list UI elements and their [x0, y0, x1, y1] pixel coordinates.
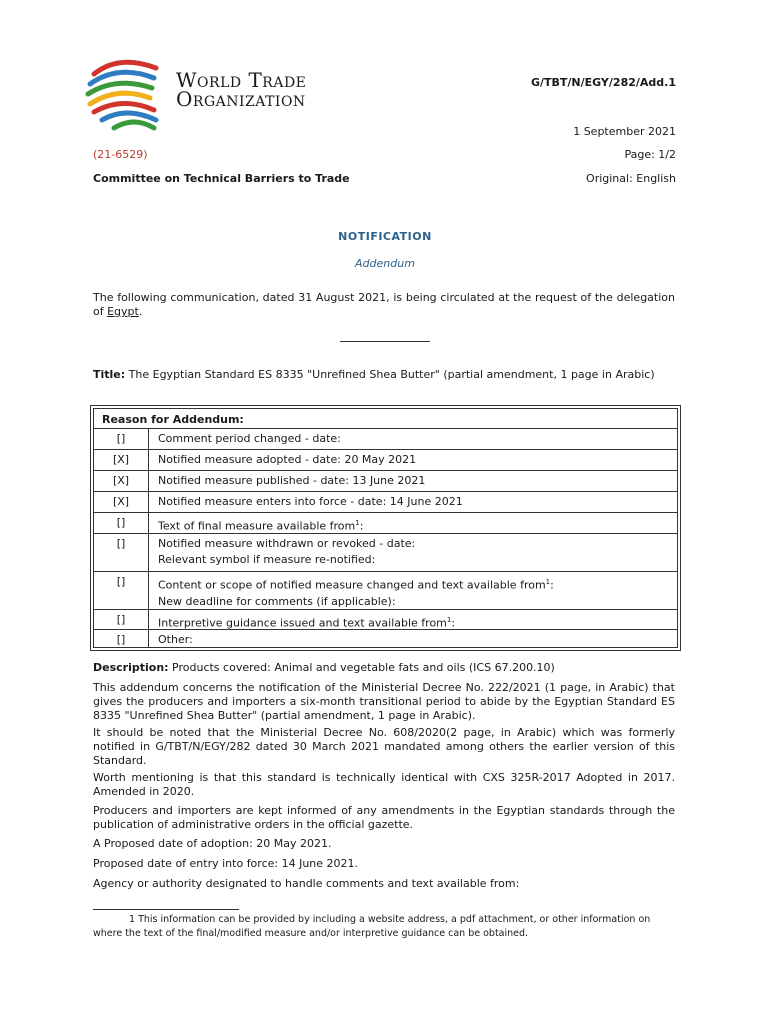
- footnote-number: 1: [129, 914, 136, 925]
- footnote-text: This information can be provided by including a website address, a pdf attachment, or other information on where the text of the final/modified measure and/or interpretive guidance can be obtained.: [93, 914, 651, 939]
- description-paragraph-1: This addendum concerns the notification of the Ministerial Decree No. 222/2021 (1 page, in Arabic) that gives the producers and importers a six-month transitional period to abide by the Egyptian Standard ES 8335 "Unrefined Shea Butter" (partial amendment, 1 page in Arabic).: [93, 681, 675, 722]
- committee-name: Committee on Technical Barriers to Trade: [93, 172, 350, 185]
- checkbox-mark: [X]: [112, 495, 130, 508]
- row-text: Notified measure adopted - date: 20 May 2021: [158, 453, 417, 466]
- document-symbol: G/TBT/N/EGY/282/Add.1: [530, 76, 676, 89]
- row-text: Notified measure published - date: 13 June 2021: [158, 474, 426, 487]
- wto-logo: [84, 56, 344, 132]
- intro-paragraph: [93, 291, 675, 319]
- page-indicator: Page: 1/2: [624, 148, 676, 161]
- wto-emblem-icon: [84, 56, 164, 132]
- description-paragraph-2: It should be noted that the Ministerial Decree No. 608/2020(2 page, in Arabic) which was formerly notified in G/TBT/N/EGY/282 dated 30 March 2021 mandated among others the earlier version of this Standard.: [93, 726, 675, 767]
- notification-heading: NOTIFICATION: [338, 230, 432, 243]
- checkbox-mark: []: [116, 432, 126, 445]
- addendum-subheading: Addendum: [355, 257, 415, 270]
- table-row: [94, 470, 677, 491]
- description-products: Description: Products covered: Animal and vegetable fats and oils (ICS 67.200.10): [93, 661, 555, 674]
- org-name: [176, 68, 307, 111]
- description-paragraph-3: Worth mentioning is that this standard is technically identical with CXS 325R-2017 Adopted in 2017. Amended in 2020.: [93, 771, 675, 798]
- org-name-line1: World Trade: [176, 68, 307, 92]
- original-language: Original: English: [586, 172, 676, 185]
- document-number: (21-6529): [93, 148, 148, 161]
- checkbox-mark: [X]: [112, 474, 130, 487]
- table-row: [94, 571, 677, 609]
- row-text: Other:: [158, 633, 193, 646]
- table-row: [94, 428, 677, 449]
- table-row: [94, 629, 677, 648]
- description-label: Description:: [93, 661, 169, 674]
- row-text: Notified measure enters into force - date: 14 June 2021: [158, 495, 463, 508]
- row-text: Interpretive guidance issued and text available from$^1$:: [158, 616, 456, 630]
- table-row: [94, 491, 677, 512]
- table-row: [94, 609, 677, 630]
- description-paragraph-7: Agency or authority designated to handle comments and text available from:: [93, 877, 520, 890]
- footnote-rule: [93, 909, 239, 910]
- description-paragraph-6: Proposed date of entry into force: 14 June 2021.: [93, 857, 359, 870]
- description-paragraph-4: Producers and importers are kept informed of any amendments in the Egyptian standards through the publication of administrative orders in the official gazette.: [93, 804, 675, 831]
- intro-end: .: [138, 305, 143, 318]
- checkbox-mark: []: [116, 537, 126, 550]
- checkbox-mark: []: [116, 516, 126, 529]
- checkbox-mark: []: [116, 613, 126, 626]
- description-paragraph-5: A Proposed date of adoption: 20 May 2021.: [93, 837, 332, 850]
- row-text: Comment period changed - date:: [158, 432, 341, 445]
- separator-rule: [340, 341, 430, 342]
- reason-header: Reason for Addendum:: [102, 413, 244, 426]
- org-name-line2: Organization: [176, 87, 306, 111]
- intro-text: The following communication, dated 31 August 2021, is being circulated at the request of the delegation of: [93, 291, 675, 318]
- document-date: 1 September 2021: [573, 125, 676, 138]
- checkbox-mark: []: [116, 633, 126, 646]
- checkbox-mark: [X]: [112, 453, 130, 466]
- reason-table: [90, 405, 681, 651]
- row-text: Content or scope of notified measure changed and text available from$^1$: New deadline for comments (if applicable):: [158, 578, 554, 608]
- title-text: The Egyptian Standard ES 8335 "Unrefined Shea Butter" (partial amendment, 1 page in Arabic): [125, 368, 655, 381]
- row-text: Text of final measure available from$^1$:: [158, 519, 364, 533]
- table-row: [94, 512, 677, 533]
- table-row: [94, 449, 677, 470]
- checkbox-mark: []: [116, 575, 126, 588]
- row-text: Notified measure withdrawn or revoked - date: Relevant symbol if measure re-notified:: [158, 537, 416, 566]
- table-row: [94, 533, 677, 571]
- intro-country: Egypt: [107, 305, 139, 318]
- footnote: [93, 913, 675, 941]
- title-paragraph: [93, 368, 675, 382]
- title-label: Title:: [93, 368, 126, 381]
